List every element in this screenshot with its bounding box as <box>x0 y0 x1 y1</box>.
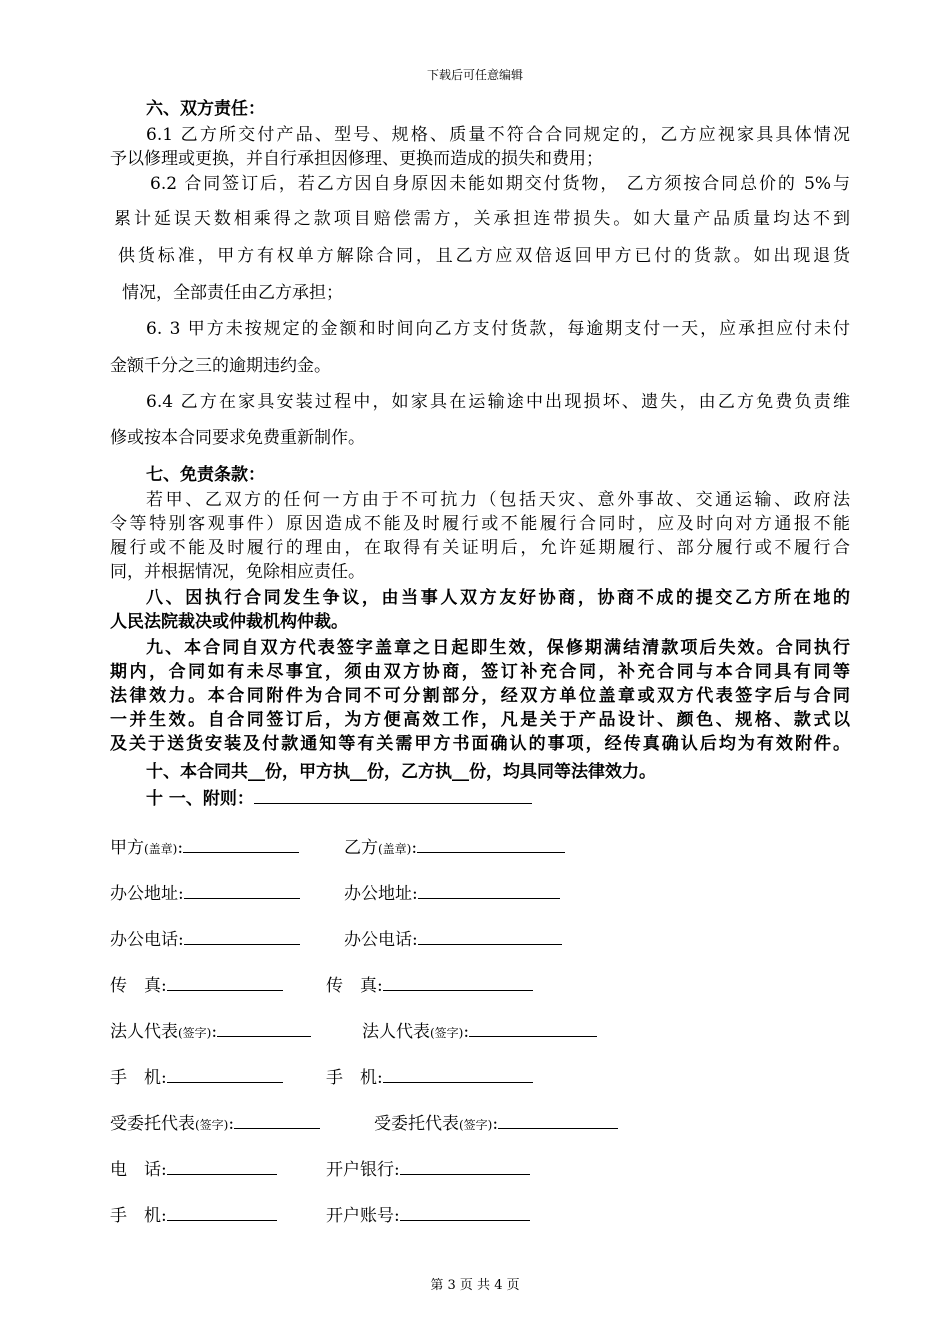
fax-a-blank[interactable] <box>167 974 283 991</box>
party-a-blank[interactable] <box>183 836 299 853</box>
party-a-note: (盖章) <box>144 842 178 856</box>
address-b-label: 办公地址 <box>344 884 412 904</box>
party-a-row: 甲方(盖章): <box>110 836 299 860</box>
legal-rep-b-blank[interactable] <box>469 1020 597 1037</box>
legal-rep-a-note: (签字) <box>178 1026 212 1040</box>
party-b-note: (盖章) <box>378 842 412 856</box>
agent-a-note: (签字) <box>195 1118 229 1132</box>
para-7-line-1: 若甲、乙双方的任何一方由于不可抗力（包括天灾、意外事故、交通运输、政府法 <box>146 490 850 510</box>
mobile2-a-label: 手 机 <box>110 1206 161 1226</box>
legal-rep-b-note: (签字) <box>430 1026 464 1040</box>
phone-b-blank[interactable] <box>418 928 562 945</box>
party-a-label: 甲方 <box>110 838 144 858</box>
para-6-4-line-1: 6.4 乙方在家具安装过程中，如家具在运输途中出现损坏、遗失，由乙方免费负责维 <box>146 392 850 412</box>
tel-a-label: 电 话 <box>110 1160 161 1180</box>
legal-rep-a-blank[interactable] <box>217 1020 311 1037</box>
section-9-line-3: 法律效力。本合同附件为合同不可分割部分，经双方单位盖章或双方代表签字后与合同 <box>110 686 850 706</box>
mobile-a-blank[interactable] <box>167 1066 283 1083</box>
address-a-row: 办公地址: <box>110 882 300 905</box>
section-7-title: 七、免责条款： <box>146 465 265 485</box>
mobile-b-row: 手 机: <box>326 1066 533 1089</box>
section-9-line-1: 九、本合同自双方代表签字盖章之日起即生效，保修期满结清款项后失效。合同执行 <box>146 638 850 658</box>
address-a-label: 办公地址 <box>110 884 178 904</box>
para-6-1-line-2: 予以修理或更换，并自行承担因修理、更换而造成的损失和费用； <box>110 149 603 169</box>
para-6-2-line-2: 累计延误天数相乘得之款项目赔偿需方，关承担连带损失。如大量产品质量均达不到 <box>114 209 850 229</box>
para-6-3-line-1: 6. 3 甲方未按规定的金额和时间向乙方支付货款，每逾期支付一天，应承担应付未付 <box>146 319 850 339</box>
mobile2-a-blank[interactable] <box>167 1204 277 1221</box>
agent-a-label: 受委托代表 <box>110 1114 195 1134</box>
agent-a-row: 受委托代表(签字): <box>110 1112 320 1136</box>
para-7-line-3: 履行或不能及时履行的理由，在取得有关证明后，允许延期履行、部分履行或不履行合 <box>110 538 850 558</box>
tel-a-blank[interactable] <box>167 1158 277 1175</box>
party-b-blank[interactable] <box>417 836 565 853</box>
page-footer: 第 3 页 共 4 页 <box>430 1278 520 1293</box>
legal-rep-a-label: 法人代表 <box>110 1022 178 1042</box>
fax-a-label: 传 真 <box>110 976 161 996</box>
agent-b-blank[interactable] <box>498 1112 618 1129</box>
address-b-row: 办公地址: <box>344 882 560 905</box>
party-b-row: 乙方(盖章): <box>344 836 565 860</box>
mobile-b-label: 手 机 <box>326 1068 377 1088</box>
phone-a-row: 办公电话: <box>110 928 300 951</box>
mobile-a-row: 手 机: <box>110 1066 283 1089</box>
appendix-blank[interactable] <box>254 787 532 804</box>
account-blank[interactable] <box>400 1204 530 1221</box>
legal-rep-b-row: 法人代表(签字): <box>362 1020 597 1044</box>
phone-a-blank[interactable] <box>184 928 300 945</box>
fax-b-row: 传 真: <box>326 974 533 997</box>
legal-rep-b-label: 法人代表 <box>362 1022 430 1042</box>
fax-b-label: 传 真 <box>326 976 377 996</box>
para-7-line-4: 同，并根据情况，免除相应责任。 <box>110 562 365 582</box>
section-8-line-2: 人民法院裁决或仲裁机构仲裁。 <box>110 612 348 632</box>
agent-b-row: 受委托代表(签字): <box>374 1112 618 1136</box>
address-b-blank[interactable] <box>418 882 560 899</box>
agent-b-note: (签字) <box>459 1118 493 1132</box>
bank-blank[interactable] <box>400 1158 530 1175</box>
bank-label: 开户银行 <box>326 1160 394 1180</box>
agent-b-label: 受委托代表 <box>374 1114 459 1134</box>
section-6-title: 六、双方责任： <box>146 99 265 119</box>
section-9-line-5: 及关于送货安装及付款通知等有关需甲方书面确认的事项，经传真确认后均为有效附件。 <box>110 734 850 754</box>
agent-a-blank[interactable] <box>234 1112 320 1129</box>
fax-a-row: 传 真: <box>110 974 283 997</box>
section-9-line-2: 期内，合同如有未尽事宜，须由双方协商，签订补充合同，补充合同与本合同具有同等 <box>110 662 850 682</box>
bank-row: 开户银行: <box>326 1158 530 1181</box>
party-b-label: 乙方 <box>344 838 378 858</box>
section-9-line-4: 一并生效。自合同签订后，为方便高效工作，凡是关于产品设计、颜色、规格、款式以 <box>110 710 850 730</box>
para-6-2-line-1: 6.2 合同签订后，若乙方因自身原因未能如期交付货物， 乙方须按合同总价的 5%与 <box>150 174 850 194</box>
address-a-blank[interactable] <box>184 882 300 899</box>
account-row: 开户账号: <box>326 1204 530 1227</box>
section-11-label: 十 一、附则： <box>146 789 254 809</box>
section-10: 十、本合同共__份，甲方执__份，乙方执__份，均具同等法律效力。 <box>146 762 656 782</box>
phone-a-label: 办公电话 <box>110 930 178 950</box>
tel-a-row: 电 话: <box>110 1158 277 1181</box>
mobile-b-blank[interactable] <box>383 1066 533 1083</box>
section-8-line-1: 八、因执行合同发生争议，由当事人双方友好协商，协商不成的提交乙方所在地的 <box>146 588 850 608</box>
mobile-a-label: 手 机 <box>110 1068 161 1088</box>
para-6-2-line-4: 情况，全部责任由乙方承担； <box>122 283 343 303</box>
page-header: 下载后可任意编辑 <box>426 68 523 82</box>
fax-b-blank[interactable] <box>383 974 533 991</box>
para-7-line-2: 令等特别客观事件）原因造成不能及时履行或不能履行合同时，应及时向对方通报不能 <box>110 514 850 534</box>
phone-b-label: 办公电话 <box>344 930 412 950</box>
account-label: 开户账号 <box>326 1206 394 1226</box>
section-11 <box>146 787 886 810</box>
para-6-1-line-1: 6.1 乙方所交付产品、型号、规格、质量不符合合同规定的，乙方应视家具具体情况 <box>146 125 850 145</box>
para-6-2-line-3: 供货标准，甲方有权单方解除合同，且乙方应双倍返回甲方已付的货款。如出现退货 <box>118 246 850 266</box>
phone-b-row: 办公电话: <box>344 928 562 951</box>
para-6-4-line-2: 修或按本合同要求免费重新制作。 <box>110 428 365 448</box>
mobile2-a-row: 手 机: <box>110 1204 277 1227</box>
para-6-3-line-2: 金额千分之三的逾期违约金。 <box>110 356 331 376</box>
legal-rep-a-row: 法人代表(签字): <box>110 1020 311 1044</box>
